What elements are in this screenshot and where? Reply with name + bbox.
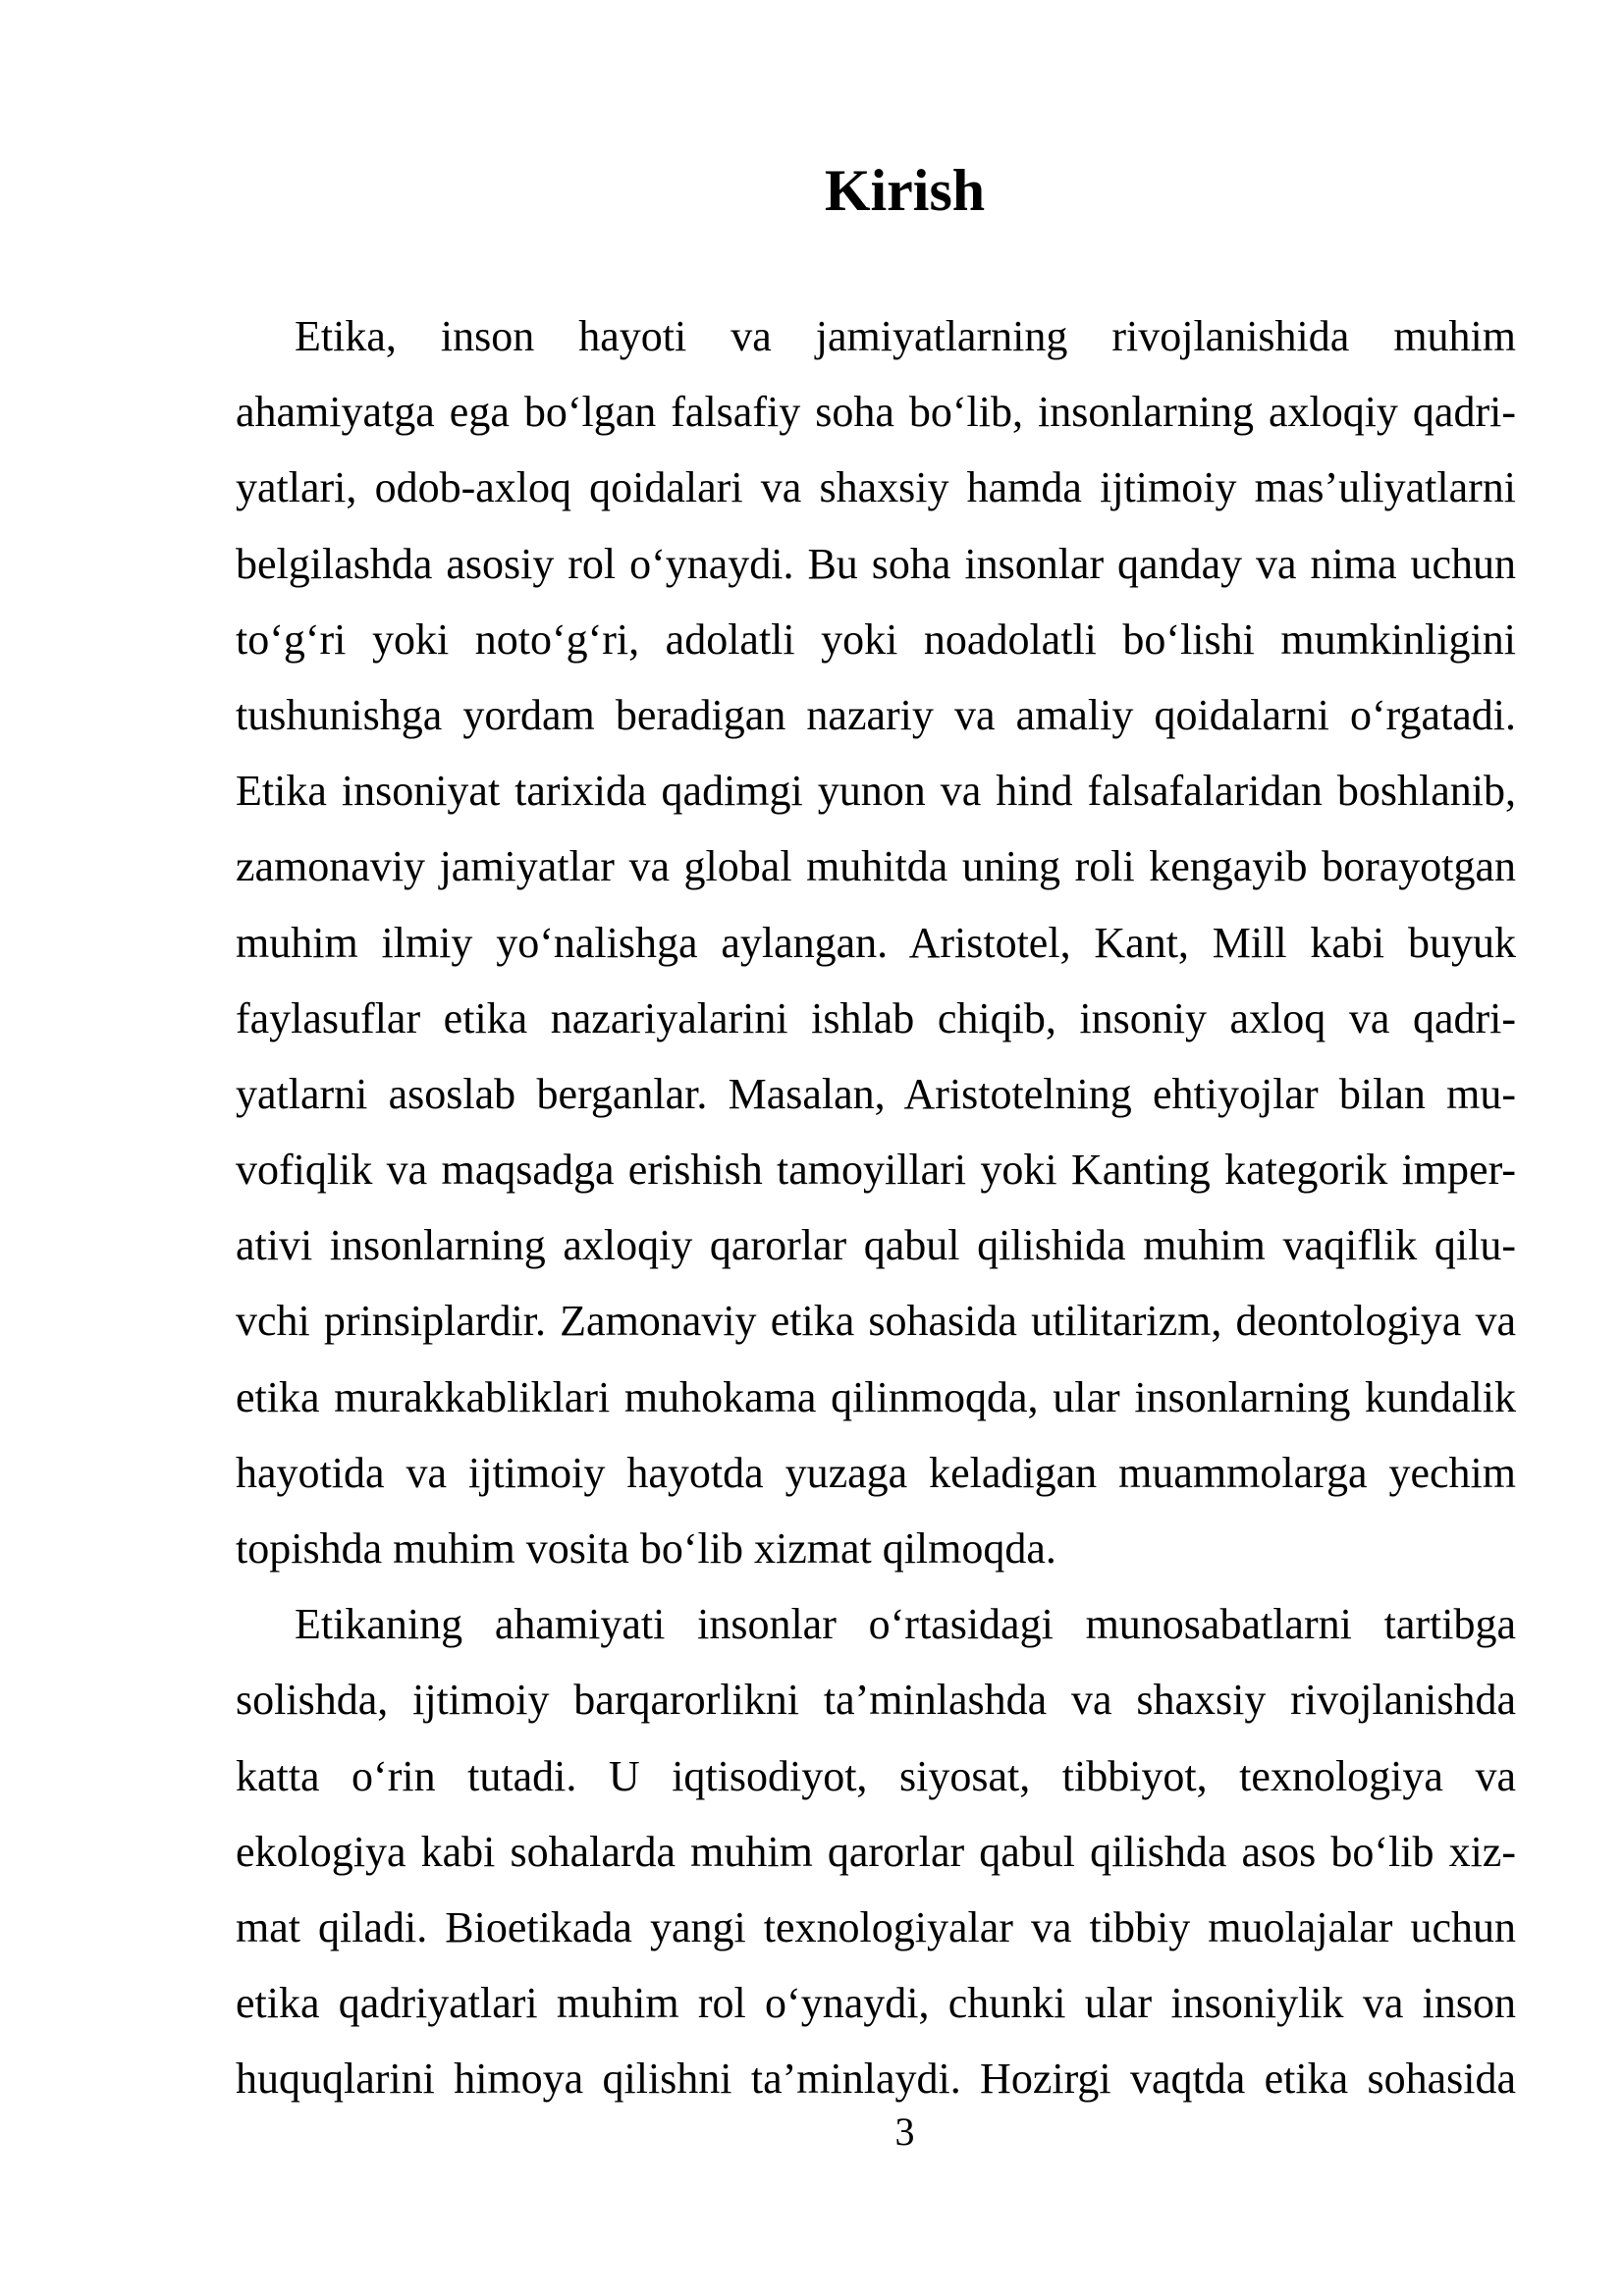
text-line: belgilashda asosiy rol o‘ynaydi. Bu soha insonlar qanday va nima uchun [236, 539, 1516, 588]
paragraph [236, 298, 1516, 1586]
text-line: Etika, inson hayoti va jamiyatlarning rivojlanishida muhim [295, 312, 1516, 360]
text-line: ahamiyatga ega bo‘lgan falsafiy soha bo‘lib, insonlarning axloqiy qadri- [236, 388, 1516, 437]
text-line: huquqlarini himoya qilishni ta’minlaydi. Hozirgi vaqtda etika sohasida [236, 2055, 1516, 2104]
text-line: vchi prinsiplardir. Zamonaviy etika sohasida utilitarizm, deontologiya va [236, 1297, 1516, 1346]
text-line: Etikaning ahamiyati insonlar o‘rtasidagi munosabatlarni tartibga [295, 1600, 1516, 1649]
text-line: faylasuflar etika nazariyalarini ishlab chiqib, insoniy axloq va qadri- [236, 993, 1516, 1042]
text-line: mat qiladi. Bioetikada yangi texnologiyalar va tibbiy muolajalar uchun [236, 1902, 1516, 1951]
text-line: etika qadriyatlari muhim rol o‘ynaydi, chunki ular insoniylik va inson [236, 1979, 1516, 2028]
text-line: zamonaviy jamiyatlar va global muhitda uning roli kengayib borayotgan [236, 842, 1516, 891]
text-line: solishda, ijtimoiy barqarorlikni ta’minlashda va shaxsiy rivojlanishda [236, 1676, 1516, 1725]
body-text [236, 298, 1516, 2117]
page-number: 3 [894, 2109, 915, 2154]
text-line: hayotida va ijtimoiy hayotda yuzaga keladigan muammolarga yechim [236, 1448, 1516, 1497]
text-line: topishda muhim vosita bo‘lib xizmat qilmoqda. [236, 1524, 1056, 1573]
paragraph [236, 1586, 1516, 2116]
text-line: Etika insoniyat tarixida qadimgi yunon va hind falsafalaridan boshlanib, [236, 767, 1516, 816]
text-line: vofiqlik va maqsadga erishish tamoyillari yoki Kanting kategorik imper- [236, 1146, 1516, 1195]
text-line: muhim ilmiy yo‘nalishga aylangan. Aristotel, Kant, Mill kabi buyuk [236, 918, 1516, 967]
text-line: katta o‘rin tutadi. U iqtisodiyot, siyosat, tibbiyot, texnologiya va [236, 1751, 1516, 1800]
text-line: yatlarni asoslab berganlar. Masalan, Aristotelning ehtiyojlar bilan mu- [236, 1069, 1516, 1118]
text-line: to‘g‘ri yoki noto‘g‘ri, adolatli yoki noadolatli bo‘lishi mumkinligini [236, 614, 1516, 664]
text-line: yatlari, odob-axloq qoidalari va shaxsiy hamda ijtimoiy mas’uliyatlarni [236, 463, 1516, 512]
text-line: etika murakkabliklari muhokama qilinmoqda, ular insonlarning kundalik [236, 1372, 1516, 1421]
text-line: ekologiya kabi sohalarda muhim qarorlar qabul qilishda asos bo‘lib xiz- [236, 1827, 1516, 1876]
text-line: ativi insonlarning axloqiy qarorlar qabul qilishida muhim vaqiflik qilu- [236, 1221, 1516, 1270]
text-line: tushunishga yordam beradigan nazariy va amaliy qoidalarni o‘rgatadi. [236, 690, 1516, 739]
page-title: Kirish [824, 158, 986, 223]
